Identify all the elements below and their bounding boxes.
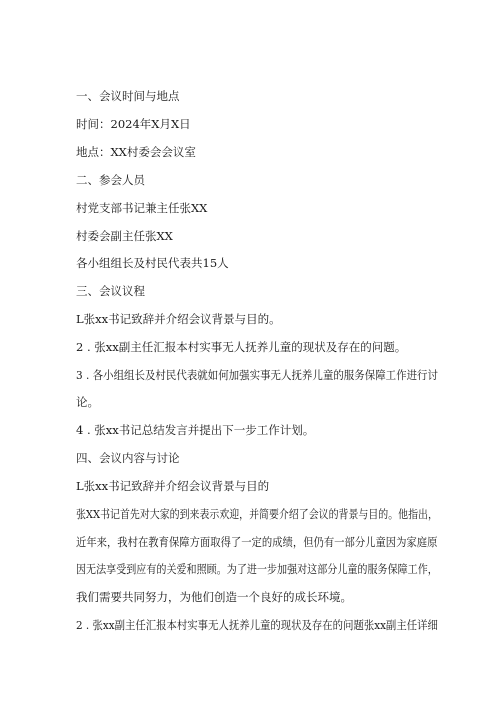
section-heading-agenda: 三、会议议程 xyxy=(76,284,145,298)
agenda-item-4: 4 . 张xx书记总结发言并提出下一步工作计划。 xyxy=(76,423,315,437)
attendee-3: 各小组组长及村民代表共15人 xyxy=(76,256,229,270)
discussion-subheading-1: L张xx书记致辞并介绍会议背景与目的 xyxy=(76,479,270,493)
paragraph-line-4: 我们需要共同努力，为他们创造一个良好的成长环境。 xyxy=(76,590,352,604)
agenda-item-1: L张xx书记致辞并介绍会议背景与目的。 xyxy=(76,312,281,326)
attendee-1: 村党支部书记兼主任张XX xyxy=(76,201,208,215)
section-heading-attendees: 二、参会人员 xyxy=(76,173,145,187)
section-heading-content-discussion: 四、会议内容与讨论 xyxy=(76,451,180,465)
paragraph-line-2: 近年来，我村在教育保障方面取得了一定的成绩，但仍有一部分儿童因为家庭原 xyxy=(76,535,438,549)
paragraph-line-1: 张XX书记首先对大家的到来表示欢迎，并简要介绍了会议的背景与目的。他指出， xyxy=(76,507,438,521)
attendee-2: 村委会副主任张XX xyxy=(76,229,173,243)
agenda-item-2: 2 . 张xx副主任汇报本村实事无人抚养儿童的现状及存在的问题。 xyxy=(76,340,407,354)
discussion-subheading-2: 2 . 张xx副主任汇报本村实事无人抚养儿童的现状及存在的问题张xx副主任详细 xyxy=(76,618,438,632)
section-heading-meeting-time-place: 一、会议时间与地点 xyxy=(76,89,180,103)
agenda-item-3-continued: 论。 xyxy=(76,395,99,409)
paragraph-line-3: 因无法享受到应有的关爱和照顾。为了进一步加强对这部分儿童的服务保障工作， xyxy=(76,562,438,576)
meeting-time: 时间：2024年X月X日 xyxy=(76,117,191,131)
agenda-item-3: 3 . 各小组组长及村民代表就如何加强实事无人抚养儿童的服务保障工作进行讨 xyxy=(76,368,438,382)
meeting-place: 地点：XX村委会会议室 xyxy=(76,145,196,159)
